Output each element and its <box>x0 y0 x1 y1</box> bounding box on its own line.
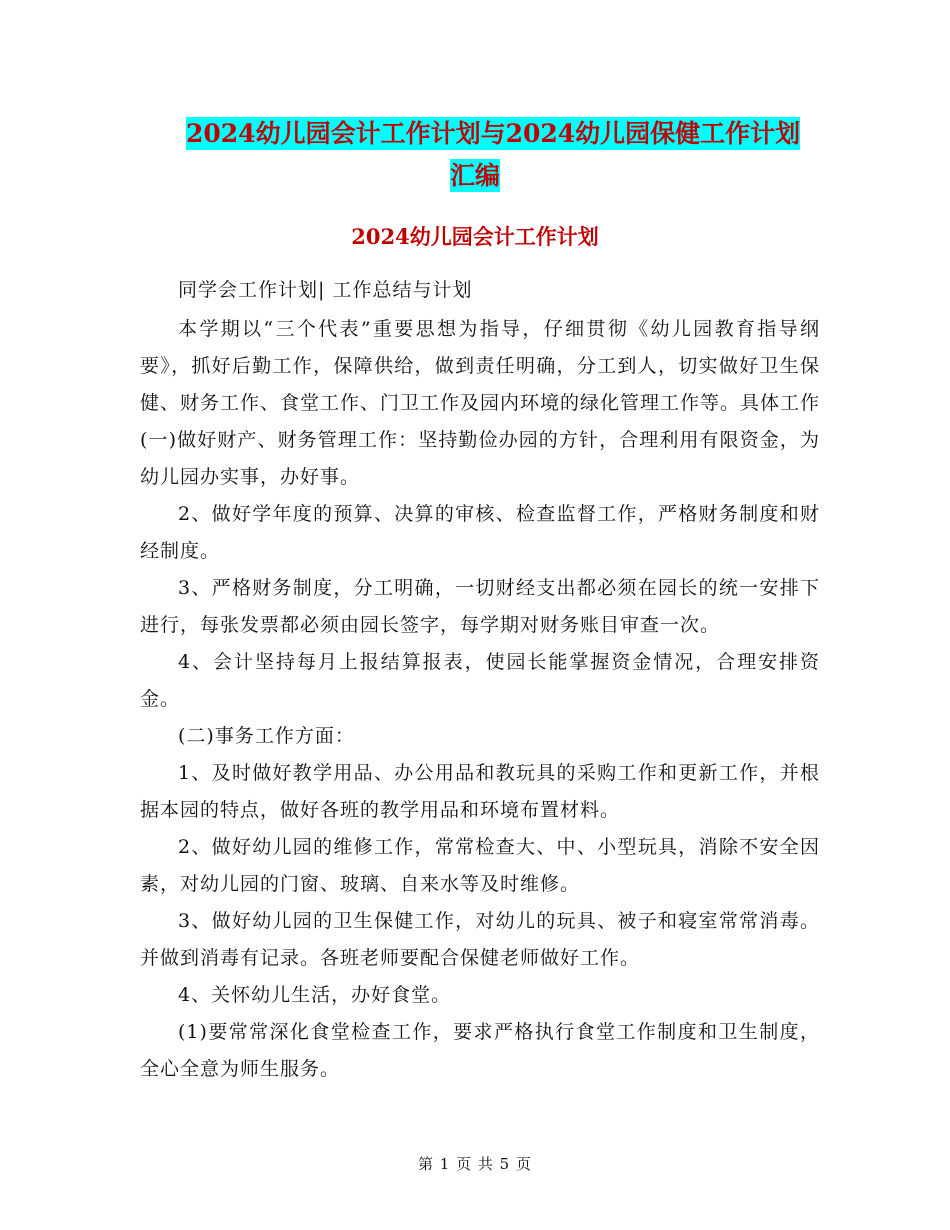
title-highlight-2: 汇编 <box>449 161 500 190</box>
document-title-line1 <box>186 112 800 156</box>
paragraph: 4、关怀幼儿生活，办好食堂。 <box>178 984 452 1006</box>
paragraph: (二)事务工作方面： <box>178 725 355 747</box>
paragraph: 4、会计坚持每月上报结算报表，使园长能掌握资金情况，合理安排资金。 <box>140 651 820 710</box>
paragraph: (1)要常常深化食堂检查工作，要求严格执行食堂工作制度和卫生制度，全心全意为师生服务。 <box>140 1021 820 1080</box>
paragraph: 2、做好学年度的预算、决算的审核、检查监督工作，严格财务制度和财经制度。 <box>140 503 820 562</box>
paragraph: 3、严格财务制度，分工明确，一切财经支出都必须在园长的统一安排下进行，每张发票都必须由园长签字，每学期对财务账目审查一次。 <box>140 577 820 636</box>
paragraph: 3、做好幼儿园的卫生保健工作，对幼儿的玩具、被子和寝室常常消毒。并做到消毒有记录。各班老师要配合保健老师做好工作。 <box>140 910 820 969</box>
page-footer: 第 1 页 共 5 页 <box>418 1155 532 1173</box>
title-highlight: 2024幼儿园会计工作计划与2024幼儿园保健工作计划 <box>186 119 801 148</box>
paragraph: 本学期以“三个代表”重要思想为指导，仔细贯彻《幼儿园教育指导纲要》，抓好后勤工作，保障供给，做到责任明确，分工到人，切实做好卫生保健、财务工作、食堂工作、门卫工作及园内环境的绿化管理工作等。具体工作(一)做好财产、财务管理工作：坚持勤俭办园的方针，合理利用有限资金，为幼儿园办实事，办好事。 <box>140 318 821 488</box>
document-title-line2 <box>0 154 950 198</box>
paragraph: 同学会工作计划| 工作总结与计划 <box>178 279 473 301</box>
section-title: 2024幼儿园会计工作计划 <box>351 224 599 249</box>
paragraph: 2、做好幼儿园的维修工作，常常检查大、中、小型玩具，消除不安全因素，对幼儿园的门窗、玻璃、自来水等及时维修。 <box>140 836 820 895</box>
document-body <box>140 272 820 1088</box>
paragraph: 1、及时做好教学用品、办公用品和教玩具的采购工作和更新工作，并根据本园的特点，做好各班的教学用品和环境布置材料。 <box>140 762 820 821</box>
